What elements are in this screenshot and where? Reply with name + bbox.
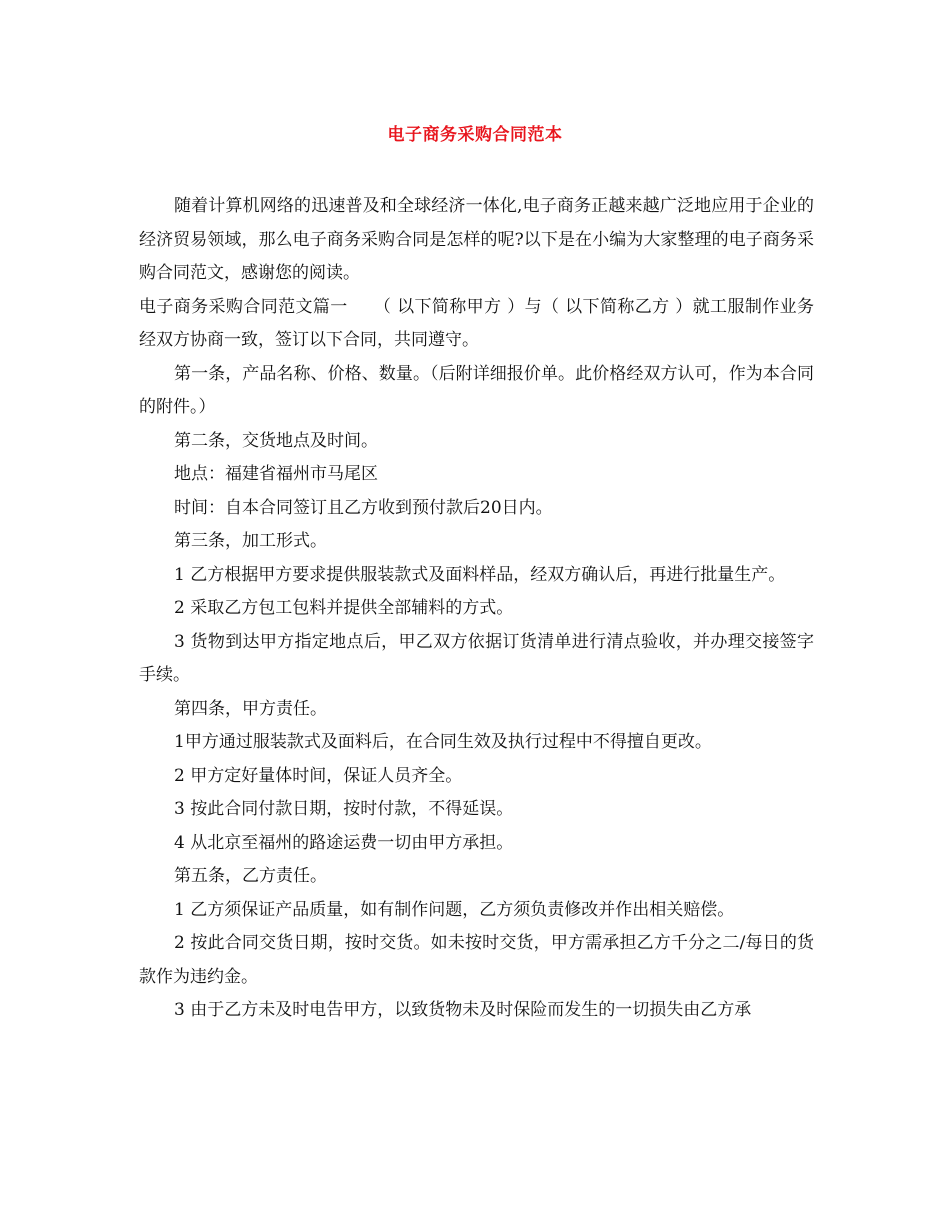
paragraph: 时间：自本合同签订且乙方收到预付款后20日内。: [174, 497, 553, 518]
paragraph: 第一条，产品名称、价格、数量。（后附详细报价单。此价格经双方认可，作为本合同的附件。）: [139, 363, 814, 417]
paragraph: 3 货物到达甲方指定地点后，甲乙双方依据订货清单进行清点验收，并办理交接签字手续。: [139, 631, 814, 685]
paragraph: 1 乙方根据甲方要求提供服装款式及面料样品，经双方确认后，再进行批量生产。: [174, 564, 786, 585]
paragraph: 3 由于乙方未及时电告甲方，以致货物未及时保险而发生的一切损失由乙方承: [174, 1000, 752, 1020]
paragraph: 2 甲方定好量体时间，保证人员齐全。: [174, 765, 463, 786]
paragraph: 3 按此合同付款日期，按时付款，不得延误。: [174, 799, 514, 819]
paragraph: 1 乙方须保证产品质量，如有制作问题，乙方须负责修改并作出相关赔偿。: [174, 899, 735, 920]
paragraph: 随着计算机网络的迅速普及和全球经济一体化,电子商务正越来越广泛地应用于企业的经济贸易领域，那么电子商务采购合同是怎样的呢?以下是在小编为大家整理的电子商务采购合同范文，感谢您的阅读。: [139, 196, 814, 283]
paragraph: 第三条，加工形式。: [174, 531, 327, 551]
paragraph: 2 按此合同交货日期，按时交货。如未按时交货，甲方需承担乙方千分之二/每日的货款作为违约金。: [139, 933, 814, 987]
document-body: [139, 190, 814, 1028]
document-title: 电子商务采购合同范本: [387, 125, 563, 145]
paragraph: 第二条，交货地点及时间。: [174, 430, 378, 451]
paragraph: 第五条，乙方责任。: [174, 866, 327, 886]
paragraph: 电子商务采购合同范文篇一 （ 以下简称甲方 ）与（ 以下简称乙方 ）就工服制作业务经双方协商一致，签订以下合同，共同遵守。: [139, 296, 814, 350]
paragraph: 地点：福建省福州市马尾区: [174, 464, 378, 484]
paragraph: 第四条，甲方责任。: [174, 698, 327, 719]
paragraph: 1甲方通过服装款式及面料后，在合同生效及执行过程中不得擅自更改。: [174, 732, 712, 752]
paragraph: 2 采取乙方包工包料并提供全部辅料的方式。: [174, 598, 514, 618]
paragraph: 4 从北京至福州的路途运费一切由甲方承担。: [174, 832, 514, 853]
